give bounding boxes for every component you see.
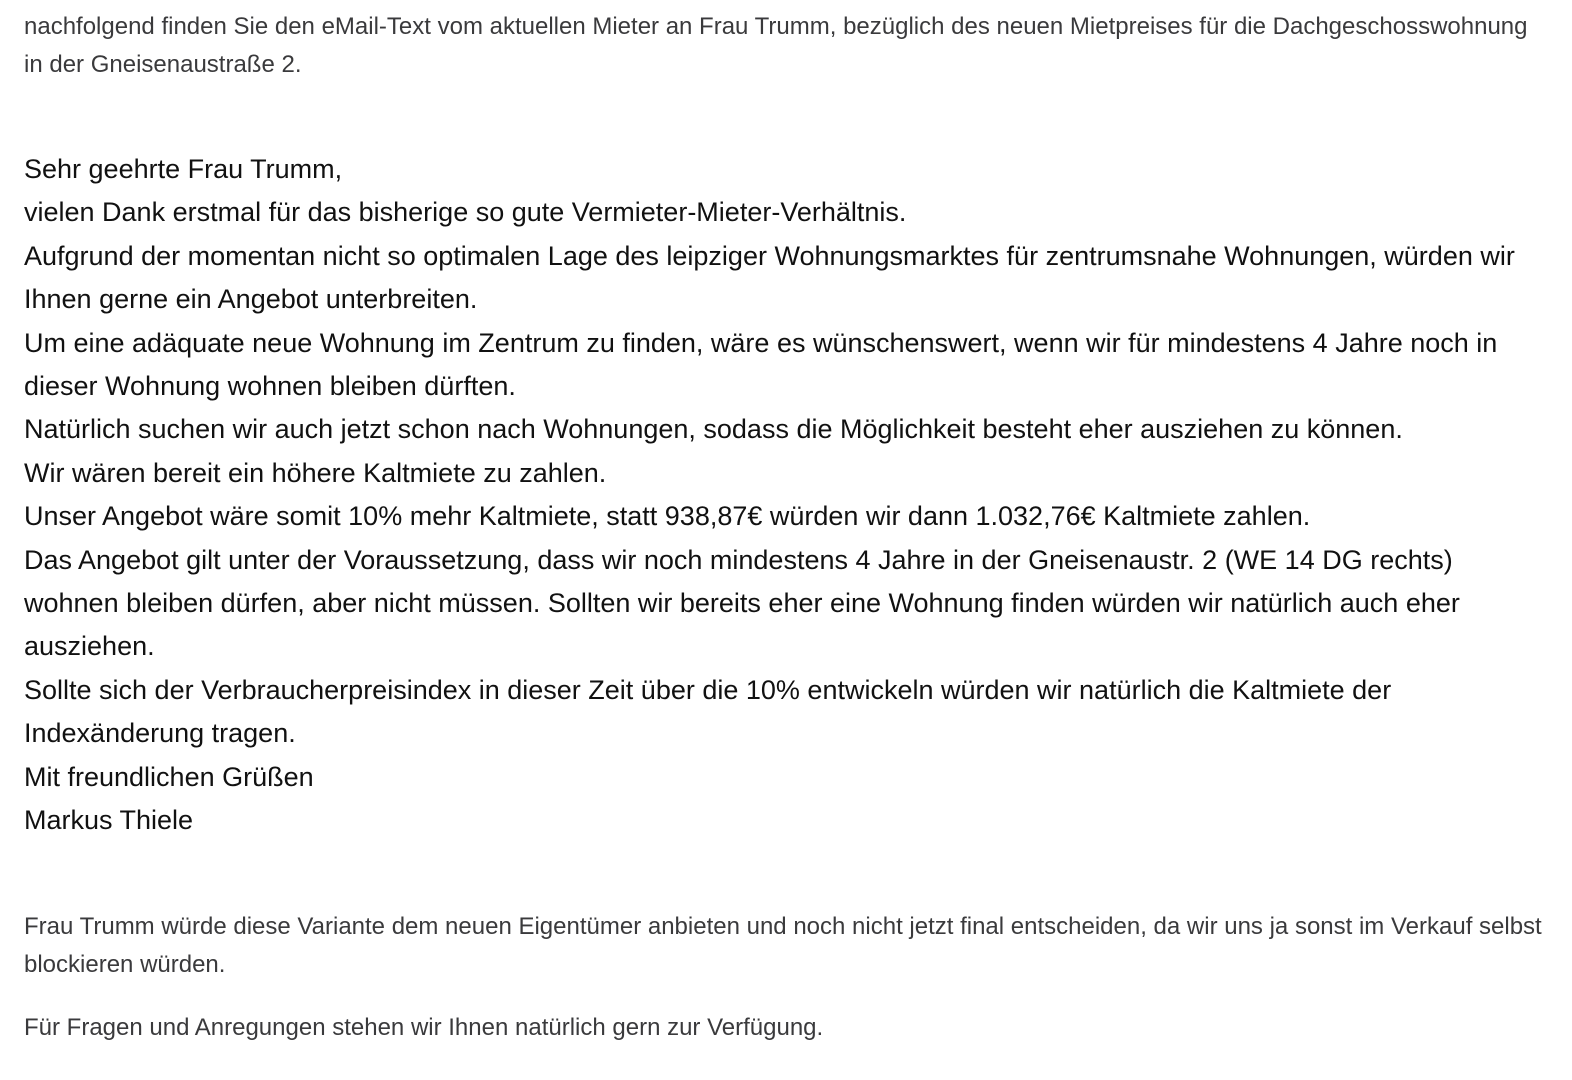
letter-line: Das Angebot gilt unter der Voraussetzung, dass wir noch mindestens 4 Jahre in der Gneisenaustr. 2 (WE 14 DG rechts) wohnen bleiben dürfen, aber nicht müssen. Sollten wir bereits eher eine Wohnung finden würden wir natürlich auch eher ausziehen.: [24, 544, 1460, 662]
outro-paragraph: Für Fragen und Anregungen stehen wir Ihnen natürlich gern zur Verfügung.: [24, 1013, 824, 1041]
letter-line: Natürlich suchen wir auch jetzt schon nach Wohnungen, sodass die Möglichkeit besteht eher ausziehen zu können.: [24, 414, 1403, 445]
letter-line: Wir wären bereit ein höhere Kaltmiete zu zahlen.: [24, 457, 607, 488]
intro-paragraph: nachfolgend finden Sie den eMail-Text vom aktuellen Mieter an Frau Trumm, bezüglich des neuen Mietpreises für die Dachgeschosswohnung in der Gneisenaustraße 2.: [24, 13, 1528, 78]
email-body: [24, 0, 1544, 1047]
letter-line: Aufgrund der momentan nicht so optimalen Lage des leipziger Wohnungsmarktes für zentrumsnahe Wohnungen, würden wir Ihnen gerne ein Angebot unterbreiten.: [24, 240, 1515, 315]
letter-closing: Mit freundlichen Grüßen: [24, 761, 314, 792]
letter-line: Um eine adäquate neue Wohnung im Zentrum zu finden, wäre es wünschenswert, wenn wir für mindestens 4 Jahre noch in dieser Wohnung wohnen bleiben dürften.: [24, 327, 1498, 402]
quoted-tenant-letter: [24, 148, 1544, 843]
outro-paragraph: Frau Trumm würde diese Variante dem neuen Eigentümer anbieten und noch nicht jetzt final entscheiden, da wir uns ja sonst im Verkauf selbst blockieren würden.: [24, 912, 1542, 978]
letter-signature: Markus Thiele: [24, 805, 194, 836]
letter-greeting: Sehr geehrte Frau Trumm,: [24, 154, 343, 184]
letter-line: Unser Angebot wäre somit 10% mehr Kaltmiete, statt 938,87€ würden wir dann 1.032,76€ Kaltmiete zahlen.: [24, 501, 1311, 532]
letter-line: Sollte sich der Verbraucherpreisindex in dieser Zeit über die 10% entwickeln würden wir natürlich die Kaltmiete der Indexänderung tragen.: [24, 674, 1392, 749]
letter-line: vielen Dank erstmal für das bisherige so gute Vermieter-Mieter-Verhältnis.: [24, 197, 907, 228]
